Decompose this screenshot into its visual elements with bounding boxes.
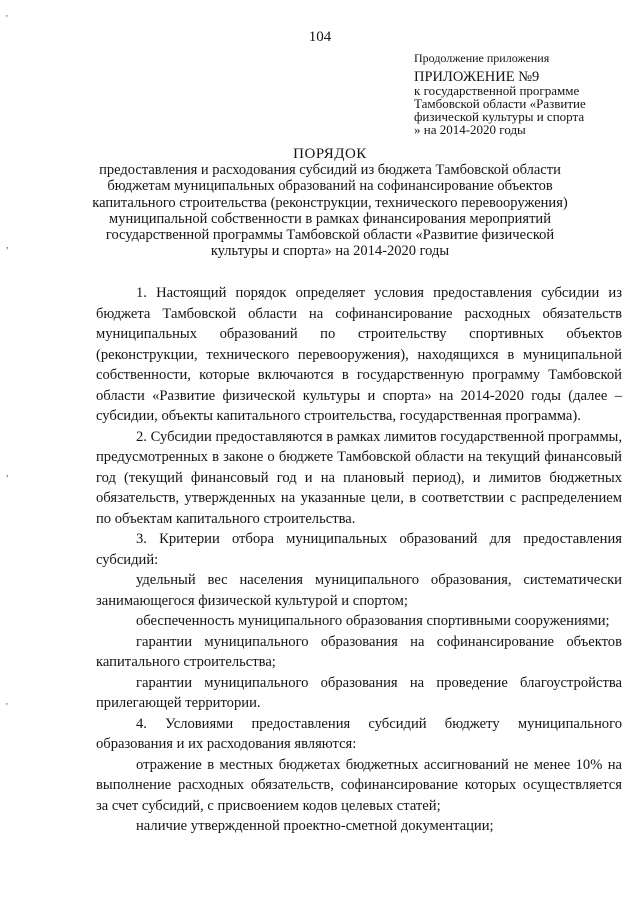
document-body — [96, 283, 622, 837]
appendix-line: к государственной программе — [414, 83, 580, 98]
heading-line: предоставления и расходования субсидий из бюджета Тамбовской области — [99, 162, 561, 179]
paragraph-1: 1. Настоящий порядок определяет условия предоставления субсидии из бюджета Тамбовской области на софинансирование расходных обязательств муниципальных образований по строительству спортивных объектов (реконструкции, технического перевооружения), находящихся в муниципальной собственности, которые включаются в государственную программу Тамбовской области «Развитие физической культуры и спорта» на 2014-2020 годы (далее – субсидии, объекты капитального строительства, государственная программа). — [96, 285, 622, 424]
appendix-title: ПРИЛОЖЕНИЕ №9 — [414, 69, 540, 85]
condition-item: отражение в местных бюджетах бюджетных ассигнований не менее 10% на выполнение расходных обязательств, софинансирование которых осуществляется за счет субсидий, с присвоением кодов целевых статей; — [96, 756, 622, 814]
criterion-item: гарантии муниципального образования на софинансирование объектов капитального строительства; — [96, 633, 622, 670]
page-number: 104 — [308, 29, 332, 45]
paragraph-4: 4. Условиями предоставления субсидий бюджету муниципального образования и их расходования являются: — [96, 715, 622, 752]
appendix-line: » на 2014-2020 годы — [414, 122, 526, 137]
paragraph-2: 2. Субсидии предоставляются в рамках лимитов государственной программы, предусмотренных в законе о бюджете Тамбовской области на текущий финансовый год (текущий финансовый год и на плановый период), и лимитов бюджетных обязательств, утвержденных на указанные цели, в соответствии с распределением по объектам капитального строительства. — [96, 428, 623, 527]
appendix-line: физической культуры и спорта — [414, 109, 585, 124]
appendix-line: Тамбовской области «Развитие — [414, 96, 586, 111]
heading-title: ПОРЯДОК — [293, 146, 367, 162]
heading-line: государственной программы Тамбовской области «Развитие физической — [105, 227, 555, 244]
appendix-block — [414, 52, 636, 136]
heading-line: бюджетам муниципальных образований на софинансирование объектов — [107, 178, 553, 195]
appendix-continuation: Продолжение приложения — [414, 51, 550, 65]
heading-line: капитального строительства (реконструкции, технического перевооружения) — [92, 194, 568, 211]
heading-line: муниципальной собственности в рамках финансирования мероприятий — [109, 210, 551, 227]
heading-line: культуры и спорта» на 2014-2020 годы — [210, 243, 450, 260]
criterion-item: гарантии муниципального образования на проведение благоустройства прилегающей территории. — [96, 674, 622, 711]
document-heading — [60, 146, 600, 259]
paragraph-3: 3. Критерии отбора муниципальных образований для предоставления субсидий: — [96, 531, 622, 568]
scan-speck: , — [6, 240, 9, 251]
condition-item: наличие утвержденной проектно-сметной документации; — [136, 818, 494, 834]
criterion-item: обеспеченность муниципального образования спортивными сооружениями; — [136, 613, 610, 629]
scan-speck: ' — [6, 702, 8, 713]
criterion-item: удельный вес населения муниципального образования, систематически занимающегося физической культурой и спортом; — [96, 572, 622, 609]
scan-speck: , — [6, 468, 9, 479]
scan-speck: ' — [6, 14, 8, 25]
